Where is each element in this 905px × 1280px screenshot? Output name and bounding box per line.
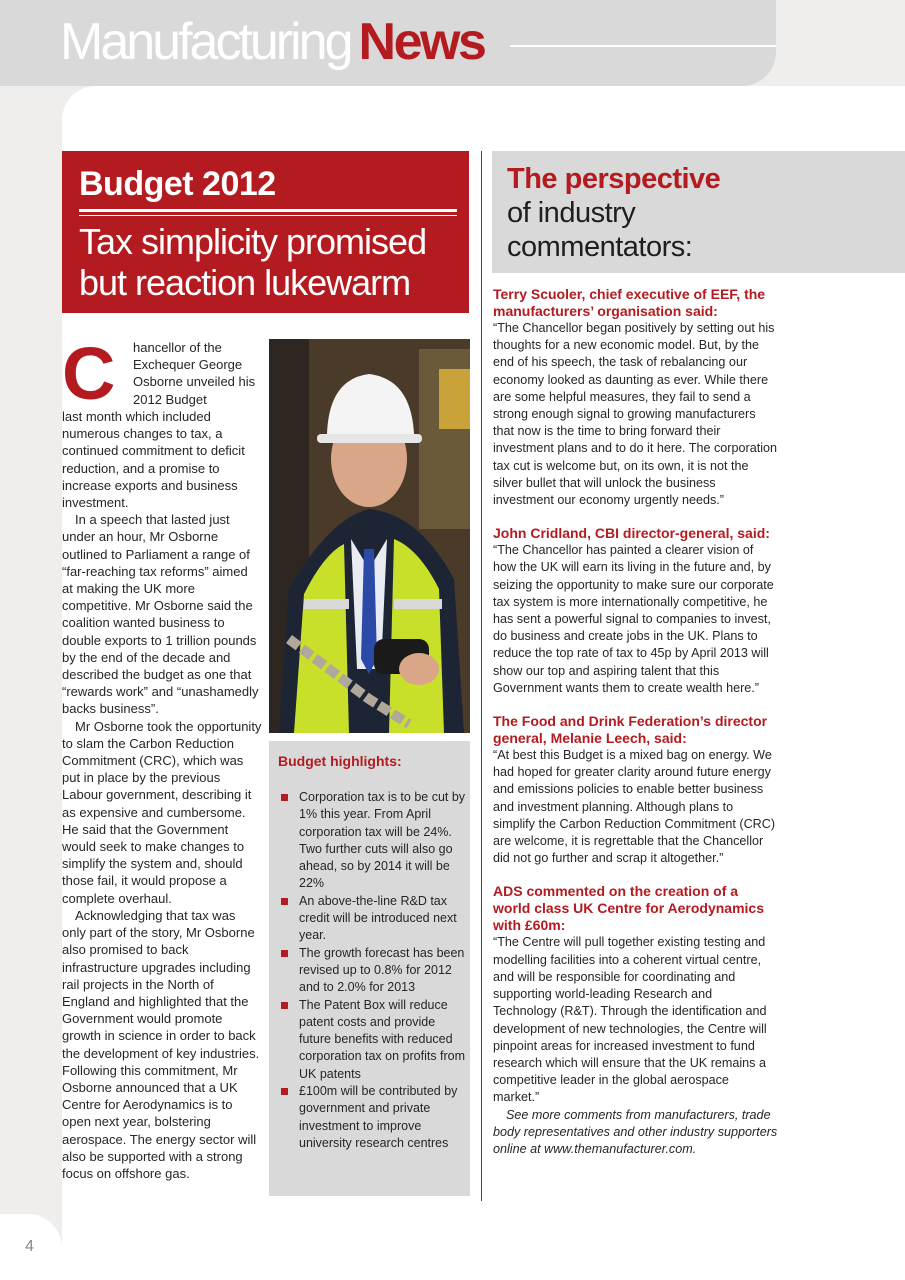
square-bullet-icon — [281, 1002, 288, 1009]
article-paragraph: In a speech that lasted just under an hour, Mr Osborne outlined to Parliament a range of “far-reaching tax reforms” aimed at making the UK more competitive. Mr Osborne said the coalition wanted business to double exports to 1 trillion pounds by the end of the decade and described the budget as one that “rewards work” and “unashamedly backs business”. — [62, 512, 259, 717]
masthead-title — [60, 12, 484, 72]
chancellor-photo — [269, 339, 470, 733]
article-subtitle: Tax simplicity promised but reaction lukewarm — [79, 221, 427, 303]
article-paragraph: last month which included numerous changes to tax, a continued commitment to deficit reduction, and a promise to increase exports and business investment. — [62, 409, 245, 511]
quote-text: “At best this Budget is a mixed bag on energy. We had hoped for greater clarity around future energy and emissions policies to enable better business and investment planning. Although plans to simplify the Carbon Reduction Commitment (CRC) are welcome, it is regrettable that the Chancellor did not go further and scrap it altogether.” — [493, 748, 776, 866]
article-title: Budget 2012 — [79, 165, 276, 203]
list-item — [279, 789, 467, 893]
quote-speaker: John Cridland, CBI director-general, said: — [493, 525, 770, 542]
masthead-word-news: News — [358, 13, 485, 71]
budget-highlights-box — [269, 741, 470, 1196]
highlights-list — [279, 789, 467, 1152]
perspective-header — [492, 151, 905, 273]
article-paragraph: Mr Osborne took the opportunity to slam the Carbon Reduction Commitment (CRC), which was put in place by the previous Labour government, describing it as expensive and cumbersome. He said that the Government would seek to make changes to simplify the system and, should those fail, it would propose a complete overhaul. — [62, 718, 262, 906]
title-rule-thin — [79, 215, 457, 216]
masthead-band — [0, 0, 776, 86]
list-item — [279, 945, 467, 997]
list-item — [279, 893, 467, 945]
article-title-box — [62, 151, 469, 313]
list-item — [279, 997, 467, 1083]
perspective-subtitle: of industry commentators: — [507, 197, 693, 263]
quote-text: “The Chancellor began positively by setting out his thoughts for a new economic model. But, by the end of his speech, the task of rebalancing our economy looked as daunting as ever. While there are some helpful measures, they fail to send a strong enough signal to growing manufacturers that now is the time to bring forward their investment plans and to do it here. The corporation tax cut is welcome but, on its own, it is not the silver bullet that will unlock the business investment our economy urgently needs.” — [493, 321, 777, 508]
opening-lines: hancellor of the Exchequer George Osborne unveiled his 2012 Budget — [133, 340, 256, 407]
photo-illustration — [269, 339, 470, 733]
drop-cap: C — [62, 332, 116, 415]
highlights-title: Budget highlights: — [278, 753, 402, 769]
page-number: 4 — [25, 1238, 34, 1255]
article-paragraph: Acknowledging that tax was only part of the story, Mr Osborne also promised to back infrastructure upgrades including rail projects in the North of England and highlighted that the Government would promote growth in science in order to back the development of key industries. Following this commitment, Mr Osborne announced that a UK Centre for Aerodynamics is to open next year, bolstering aerospace. The energy sector will also be supported with a strong focus on offshore gas. — [62, 907, 260, 1181]
article-body — [62, 408, 262, 1182]
masthead-word-manufacturing: Manufacturing — [60, 13, 351, 71]
title-rule-thick — [79, 209, 457, 212]
quote-speaker: The Food and Drink Federation’s director general, Melanie Leech, said: — [493, 713, 768, 747]
closing-note: See more comments from manufacturers, trade body representatives and other industry supporters online at www.themanufacturer.com. — [493, 1107, 778, 1156]
column-divider — [481, 151, 482, 1201]
quote-text: “The Chancellor has painted a clearer vision of how the UK will earn its living in the future and, by seizing the opportunity to make sure our corporate tax system is more internationally competitive, he has sent a powerful signal to companies to invest, do business and create jobs in the UK. Plans to reduce the top rate of tax to 45p by April 2013 will show our top and aspiring talent that this Government wants them to create wealth here.” — [493, 543, 774, 695]
square-bullet-icon — [281, 794, 288, 801]
quote-speaker: ADS commented on the creation of a world class UK Centre for Aerodynamics with £60m: — [493, 883, 765, 934]
perspective-title: The perspective — [507, 163, 721, 195]
square-bullet-icon — [281, 950, 288, 957]
highlight-text: The Patent Box will reduce patent costs and provide future benefits with reduced corporation tax on profits from UK patents — [299, 997, 466, 1081]
quote-text: “The Centre will pull together existing testing and modelling facilities into a coherent virtual centre, and will be responsible for coordinating and supporting world-leading Research and Technology (R&T). Through the identification and development of new technologies, the Centre will pinpoint areas for increased investment to fund research which will ensure that the UK remains a competitive leader in the global aerospace market.” — [493, 935, 767, 1105]
masthead-rule — [510, 45, 776, 47]
quote-speaker: Terry Scuoler, chief executive of EEF, the manufacturers’ organisation said: — [493, 286, 766, 319]
highlight-text: Corporation tax is to be cut by 1% this year. From April corporation tax will be 24%. Two further cuts will also go ahead, so by 2014 it will be 22% — [299, 790, 466, 891]
highlight-text: An above-the-line R&D tax credit will be introduced next year. — [299, 893, 457, 943]
list-item — [279, 1083, 467, 1152]
square-bullet-icon — [281, 898, 288, 905]
square-bullet-icon — [281, 1088, 288, 1095]
commentator-quotes — [493, 286, 778, 1158]
highlight-text: £100m will be contributed by government and private investment to improve university research centres — [299, 1084, 458, 1150]
highlight-text: The growth forecast has been revised up to 0.8% for 2012 and to 2.0% for 2013 — [299, 945, 465, 995]
